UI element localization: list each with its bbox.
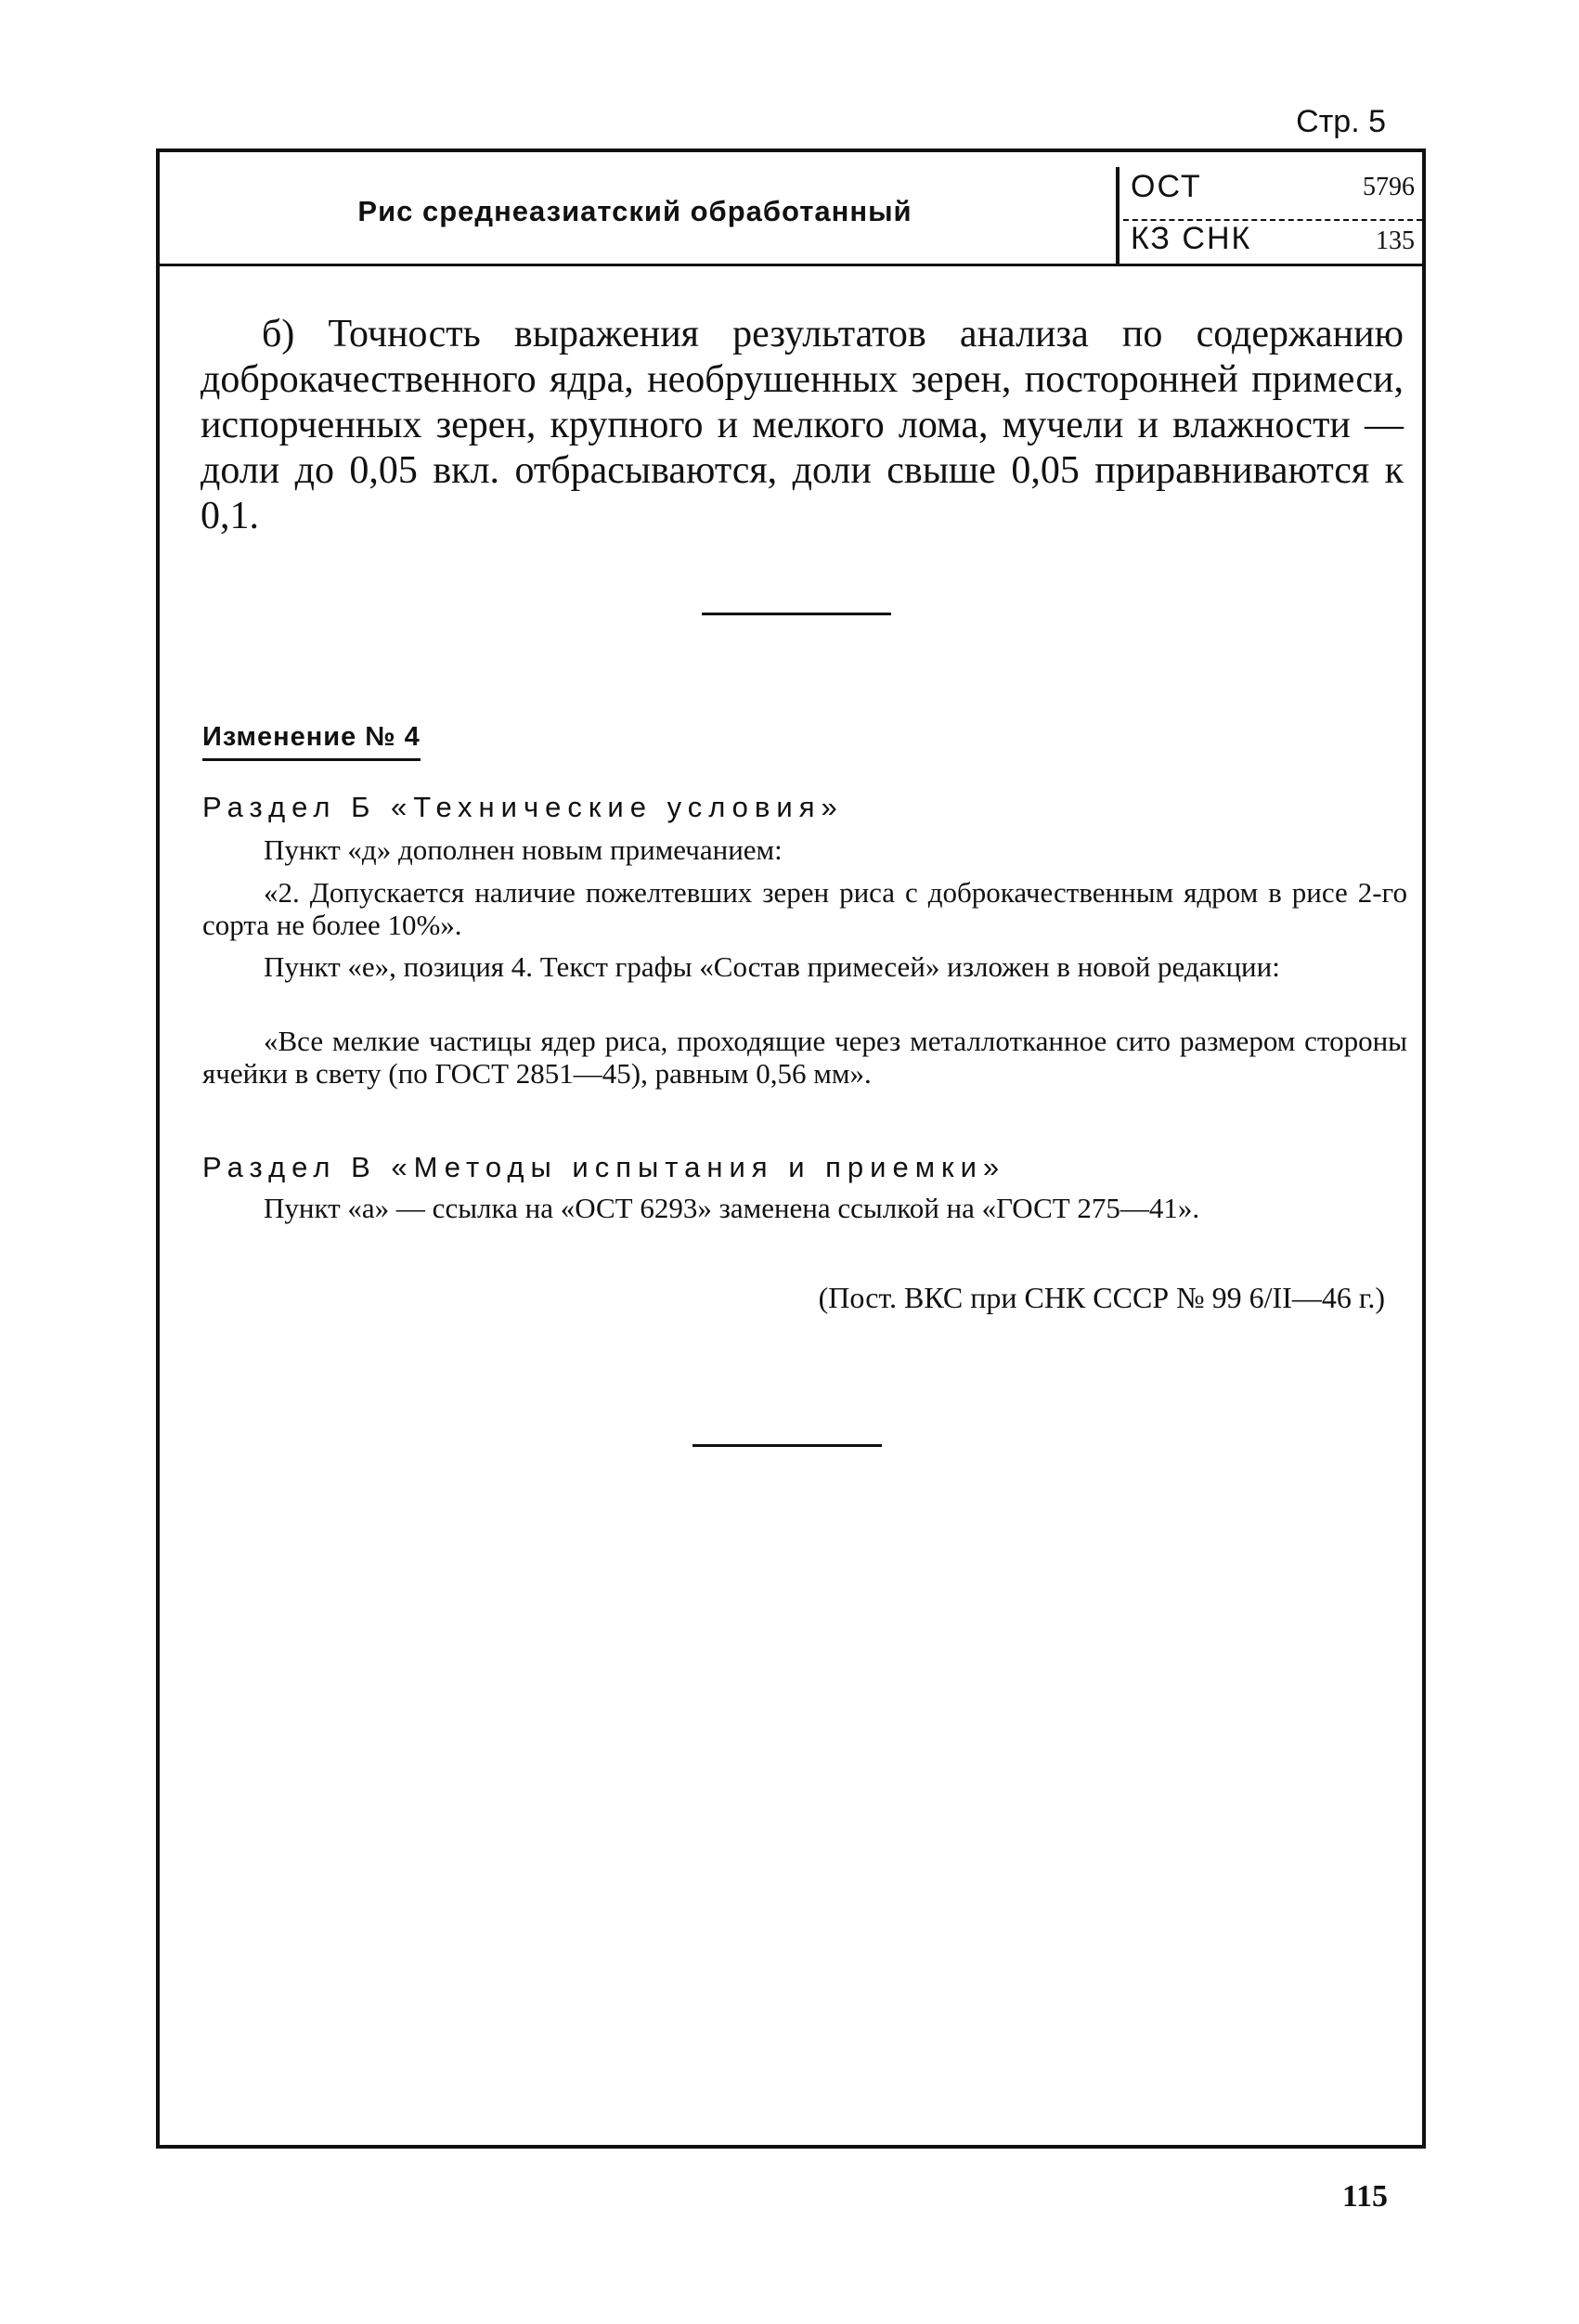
page-label: Стр. 5 [1296, 104, 1386, 139]
authority-number: 135 [1376, 226, 1415, 255]
separator-rule [702, 613, 891, 615]
section-b-title: Раздел Б «Технические условия» [202, 791, 844, 823]
document-frame [156, 148, 1426, 2149]
page-number: 115 [1341, 2179, 1388, 2214]
amendment-title: Изменение № 4 [202, 722, 421, 761]
item-a-text: Пункт «а» — ссылка на «ОСТ 6293» заменена ссылкой на «ГОСТ 275—41». [264, 1192, 1200, 1224]
standard-number: 5796 [1363, 173, 1415, 201]
decree-reference: (Пост. ВКС при СНК СССР № 99 6/II—46 г.) [818, 1281, 1385, 1314]
item-e-text: Пункт «е», позиция 4. Текст графы «Состав примесей» изложен в новой редакции: [264, 950, 1280, 983]
header-divider [1116, 167, 1120, 264]
standard-code: ОСТ [1131, 169, 1202, 204]
note-2-text: «2. Допускается наличие пожелтевших зерен риса с доброкачественным ядром в рисе 2-го сорта не более 10%». [202, 876, 1407, 941]
main-paragraph: б) Точность выражения результатов анализа по содержанию доброкачественного ядра, необрушенных зерен, посторонней примеси, испорченных зерен, крупного и мелкого лома, мучели и влажности — доли до 0,05 вкл. отбрасываются, доли свыше 0,05 приравниваются к 0,1. [201, 313, 1404, 537]
authority-code: КЗ СНК [1131, 221, 1252, 256]
document-header [160, 152, 1422, 266]
document-title: Рис среднеазиатский обработанный [357, 195, 912, 227]
end-rule [692, 1444, 882, 1447]
item-d-text: Пункт «д» дополнен новым примечанием: [264, 833, 783, 866]
section-v-title: Раздел В «Методы испытания и приемки» [202, 1151, 1006, 1183]
impurity-quote: «Все мелкие частицы ядер риса, проходящие через металлотканное сито размером стороны ячейки в свету (по ГОСТ 2851—45), равным 0,56 мм». [202, 1025, 1407, 1090]
standard-codes [1123, 169, 1422, 262]
